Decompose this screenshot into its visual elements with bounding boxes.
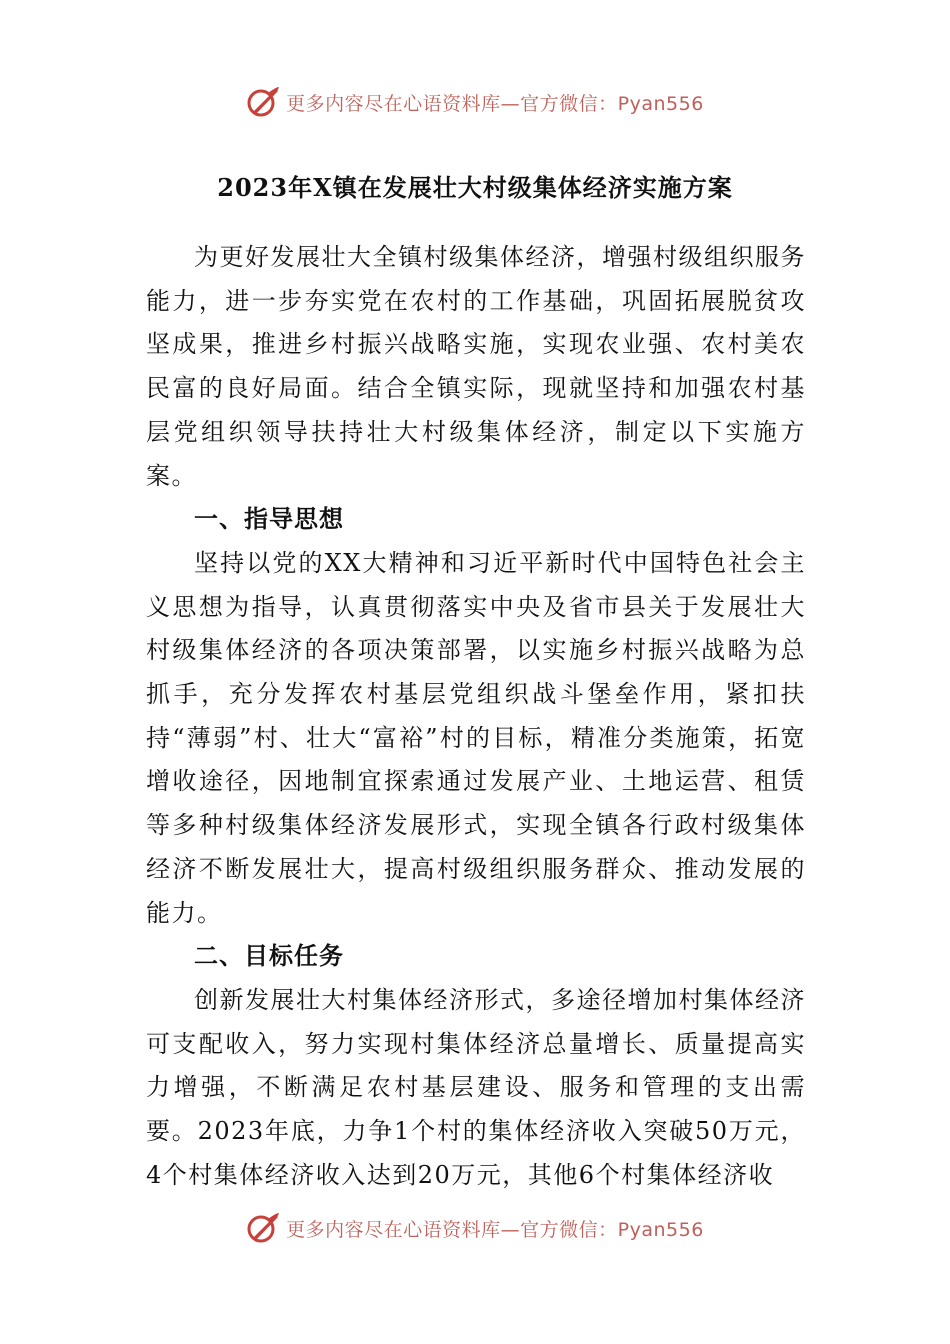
- footer-banner-text: 更多内容尽在心语资料库—官方微信：Pyan556: [286, 1218, 704, 1241]
- quill-pen-logo-icon: [246, 85, 280, 119]
- quill-pen-logo-icon: [246, 1211, 280, 1245]
- section-heading-guiding-ideology: 一、指导思想: [194, 505, 344, 534]
- intro-paragraph: 为更好发展壮大全镇村级集体经济，增强村级组织服务能力，进一步夯实党在农村的工作基础，巩固拓展脱贫攻坚成果，推进乡村振兴战略实施，实现农业强、农村美农民富的良好局面。结合全镇实际，现就坚持和加强农村基层党组织领导扶持壮大村级集体经济，制定以下实施方案。: [146, 243, 806, 490]
- header-banner: [0, 82, 950, 122]
- section-heading-targets-tasks: 二、目标任务: [194, 942, 344, 971]
- targets-tasks-paragraph: 创新发展壮大村集体经济形式，多途径增加村集体经济可支配收入，努力实现村集体经济总量增长、质量提高实力增强，不断满足农村基层建设、服务和管理的支出需要。2023年底，力争1个村的集体经济收入突破50万元，4个村集体经济收入达到20万元，其他6个村集体经济收: [146, 985, 806, 1189]
- document-title: 2023年X镇在发展壮大村级集体经济实施方案: [217, 173, 733, 202]
- guiding-ideology-paragraph: 坚持以党的XX大精神和习近平新时代中国特色社会主义思想为指导，认真贯彻落实中央及省市县关于发展壮大村级集体经济的各项决策部署，以实施乡村振兴战略为总抓手，充分发挥农村基层党组织战斗堡垒作用，紧扣扶持“薄弱”村、壮大“富裕”村的目标，精准分类施策，拓宽增收途径，因地制宜探索通过发展产业、土地运营、租赁等多种村级集体经济发展形式，实现全镇各行政村级集体经济不断发展壮大，提高村级组织服务群众、推动发展的能力。: [146, 548, 806, 927]
- document-body: [146, 236, 806, 1197]
- footer-banner: [0, 1208, 950, 1248]
- header-banner-text: 更多内容尽在心语资料库—官方微信：Pyan556: [286, 92, 704, 115]
